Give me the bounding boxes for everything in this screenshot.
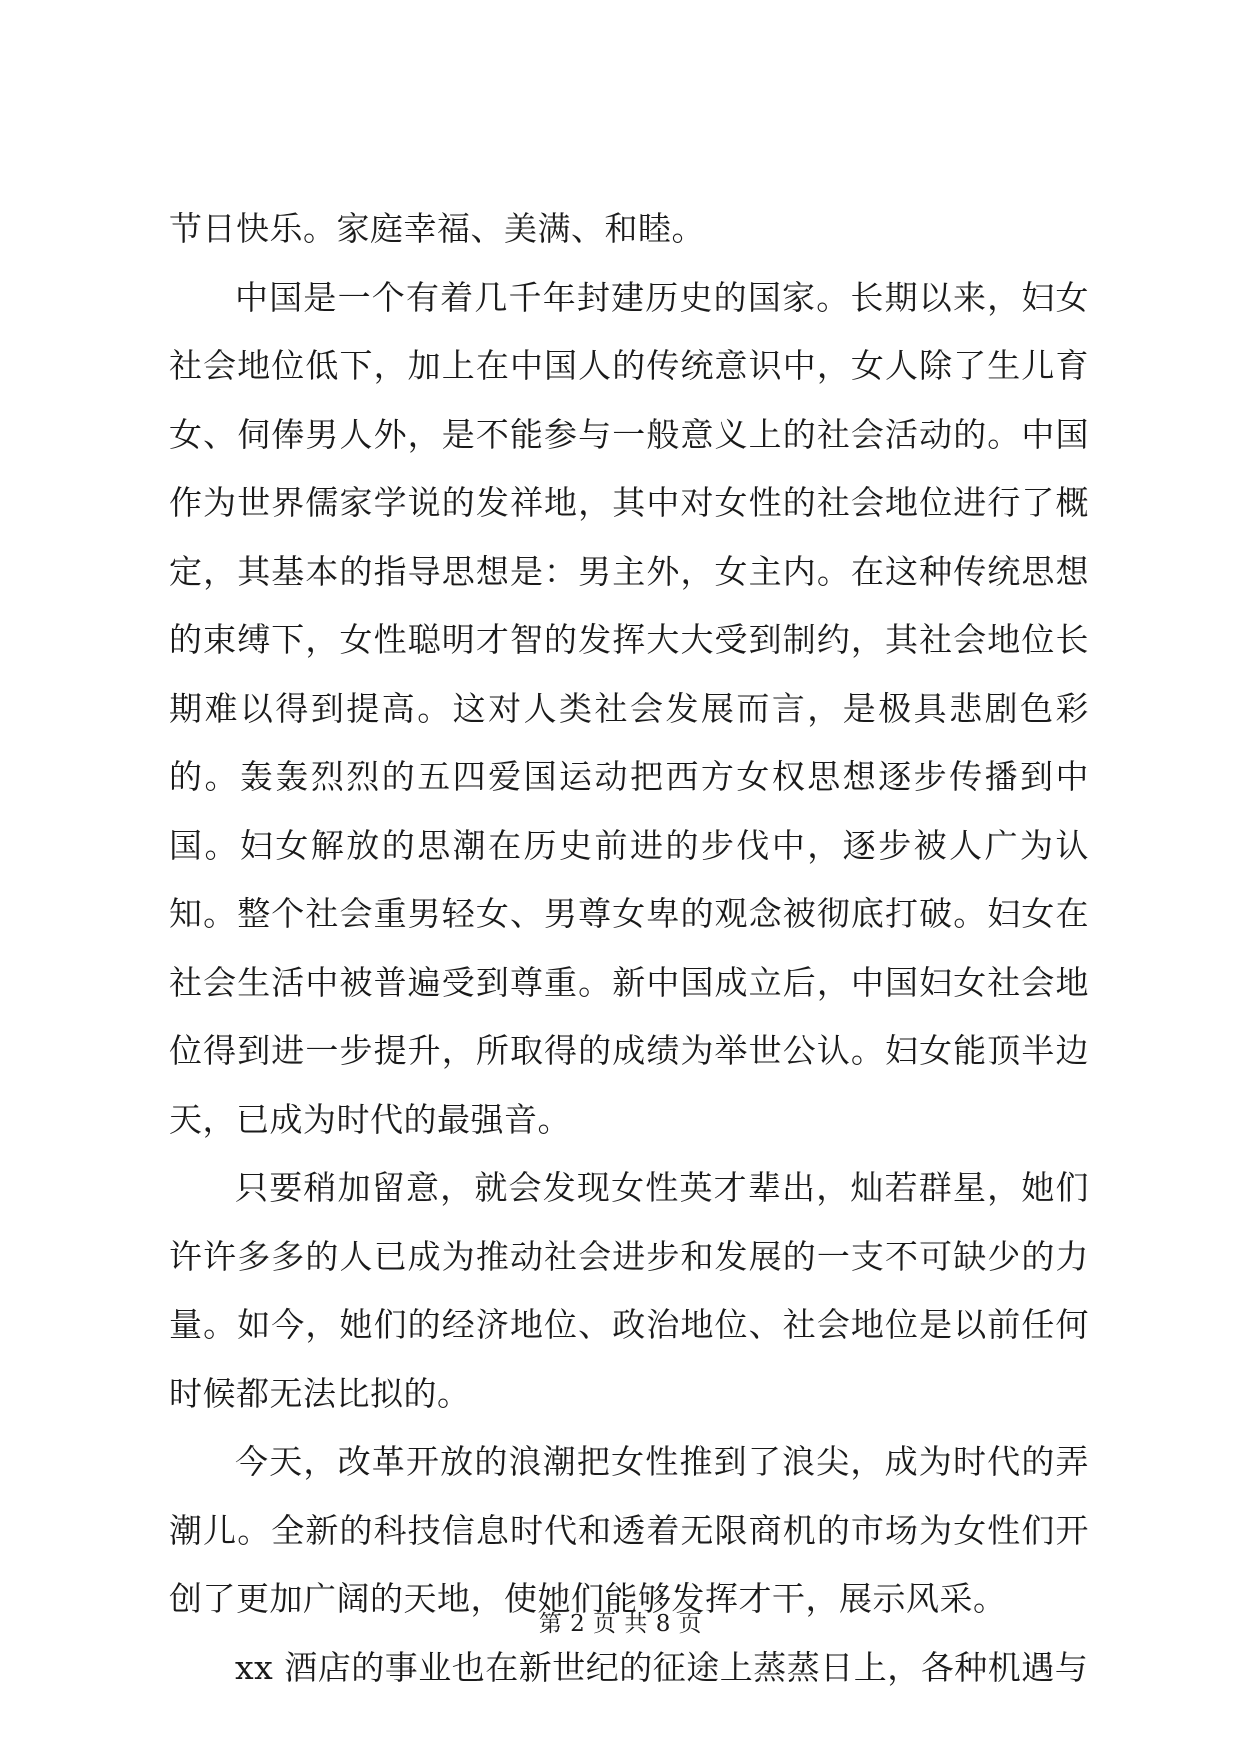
paragraph-1: 节日快乐。家庭幸福、美满、和睦。 — [169, 209, 705, 248]
paragraph-4: 今天，改革开放的浪潮把女性推到了浪尖，成为时代的弄潮儿。全新的科技信息时代和透着无限商机的市场为女性们开创了更加广阔的天地，使她们能够发挥才干，展示风采。 — [169, 1442, 1089, 1618]
page-number-footer: 第 2 页 共 8 页 — [538, 1611, 703, 1637]
paragraph-5: xx 酒店的事业也在新世纪的征途上蒸蒸日上，各种机遇与 — [235, 1647, 1089, 1687]
paragraph-2: 中国是一个有着几千年封建历史的国家。长期以来，妇女社会地位低下，加上在中国人的传统意识中，女人除了生儿育女、伺俸男人外，是不能参与一般意义上的社会活动的。中国作为世界儒家学说的发祥地，其中对女性的社会地位进行了概定，其基本的指导思想是：男主外，女主内。在这种传统思想的束缚下，女性聪明才智的发挥大大受到制约，其社会地位长期难以得到提高。这对人类社会发展而言，是极具悲剧色彩的。轰轰烈烈的五四爱国运动把西方女权思想逐步传播到中国。妇女解放的思潮在历史前进的步伐中，逐步被人广为认知。整个社会重男轻女、男尊女卑的观念被彻底打破。妇女在社会生活中被普遍受到尊重。新中国成立后，中国妇女社会地位得到进一步提升，所取得的成绩为举世公认。妇女能顶半边天，已成为时代的最强音。 — [169, 277, 1089, 1139]
document-body — [169, 195, 1089, 1702]
paragraph-3: 只要稍加留意，就会发现女性英才辈出，灿若群星，她们许许多多的人已成为推动社会进步和发展的一支不可缺少的力量。如今，她们的经济地位、政治地位、社会地位是以前任何时候都无法比拟的。 — [169, 1168, 1089, 1413]
